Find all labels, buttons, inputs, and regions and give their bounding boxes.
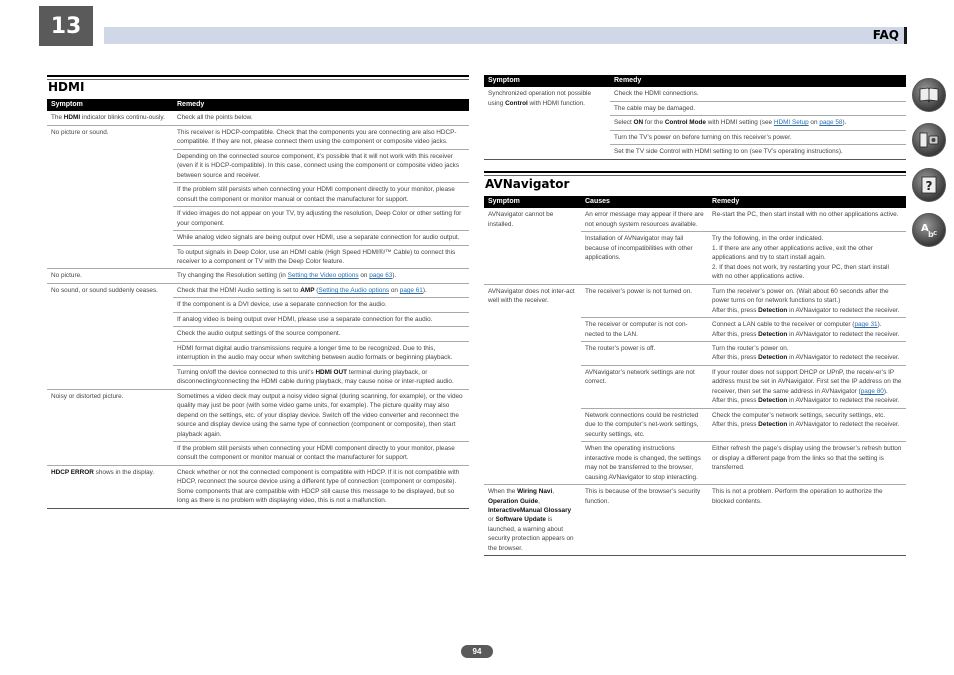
control-col-remedy: Remedy <box>610 75 906 87</box>
remedy-cell: While analog video signals are being output over HDMI, use a separate connection for audio output. <box>173 231 469 245</box>
control-table-header <box>484 75 906 87</box>
hdmi-table-header <box>47 99 469 111</box>
abc-icon[interactable] <box>912 213 946 247</box>
cause-cell: An error message may appear if there are not enough system resources available. <box>581 208 708 231</box>
setting-audio-options-link[interactable]: Setting the Audio options <box>318 286 390 294</box>
svg-text:c: c <box>933 229 938 237</box>
header-title: FAQ <box>872 28 899 42</box>
table-row <box>47 465 469 508</box>
settings-icon[interactable] <box>912 123 946 157</box>
cause-cell: AVNavigator’s network settings are not correct. <box>581 365 708 408</box>
remedy-cell: If video images do not appear on your TV, try adjusting the resolution, Deep Color or other setting for your component. <box>173 207 469 231</box>
chapter-number-text: 13 <box>50 13 82 39</box>
remedy-cell: If analog video is being output over HDMI, please use a separate connection for the audio. <box>173 312 469 326</box>
side-nav <box>912 78 946 258</box>
avnav-section-title: AVNavigator <box>485 177 570 191</box>
symptom-cell: No sound, or sound suddenly ceases. <box>47 283 173 389</box>
hdmi-setup-link[interactable]: HDMI Setup <box>773 119 809 127</box>
avnav-col-symptom: Symptom <box>484 196 581 208</box>
remedy-cell: Check all the points below. <box>173 111 469 125</box>
hdmi-rule-top <box>47 75 469 77</box>
cause-cell: The router’s power is off. <box>581 341 708 365</box>
control-table <box>484 75 906 160</box>
cause-cell: Installation of AVNavigator may fail because of incompatibilities with other applications. <box>581 232 708 284</box>
remedy-cell: Check the HDMI connections. <box>610 87 906 101</box>
table-row <box>47 125 469 149</box>
symptom-cell: The HDMI indicator blinks continu-ously. <box>47 111 173 125</box>
avnav-col-causes: Causes <box>581 196 708 208</box>
remedy-cell: Sometimes a video deck may output a noisy video signal (during scanning, for example), or the video quality may just be poor (with some video game units, for example). The picture quality may also depend on the settings, etc. of your display device. Switch off the video converter and reconnect the source and display device using the same type of connection (component or composite), then start playback again. <box>173 389 469 441</box>
remedy-cell: Check that the HDMI Audio setting is set to AMP (Setting the Audio options on page 61). <box>173 283 469 297</box>
setting-video-options-link[interactable]: Setting the Video options <box>287 272 359 280</box>
cause-cell: The receiver’s power is not turned on. <box>581 284 708 317</box>
remedy-cell: Check the audio output settings of the source component. <box>173 327 469 341</box>
page-63-link[interactable]: page 63 <box>369 272 393 280</box>
symptom-cell: No picture or sound. <box>47 125 173 269</box>
remedy-cell: Check the computer’s network settings, security settings, etc. After this, press Detection in AVNavigator to redetect the receiver. <box>708 408 906 441</box>
remedy-cell: Turn the TV’s power on before turning on this receiver’s power. <box>610 130 906 144</box>
hdmi-col-symptom: Symptom <box>47 99 173 111</box>
table-row <box>484 284 906 317</box>
remedy-cell: HDMI format digital audio transmissions require a longer time to be recognized. Due to this, interruption in the audio may occur when switching between audio formats or beginning playback. <box>173 341 469 365</box>
symptom-cell: AVNavigator cannot be installed. <box>484 208 581 284</box>
svg-text:?: ? <box>925 179 933 193</box>
remedy-cell: Turn the receiver’s power on. (Wait about 60 seconds after the power turns on for network functions to start.) After this, press Detection in AVNavigator to redetect the receiver. <box>708 284 906 317</box>
avnav-table <box>484 196 906 556</box>
avnav-table-header <box>484 196 906 208</box>
remedy-cell: Re-start the PC, then start install with no other applications active. <box>708 208 906 231</box>
book-icon[interactable] <box>912 78 946 112</box>
hdmi-section-title: HDMI <box>48 80 85 94</box>
svg-text:A: A <box>921 223 929 234</box>
avnav-rule-top <box>484 171 906 173</box>
control-col-symptom: Symptom <box>484 75 610 87</box>
hdmi-rule-top-thin <box>47 79 469 80</box>
remedy-cell: To output signals in Deep Color, use an HDMI cable (High Speed HDMI®/™ Cable) to connect this receiver to a component or TV with the Deep Color feature. <box>173 245 469 269</box>
remedy-cell: If the component is a DVI device, use a separate connection for the audio. <box>173 298 469 312</box>
remedy-cell: Connect a LAN cable to the receiver or computer (page 31). After this, press Detection in AVNavigator to redetect the receiver. <box>708 318 906 342</box>
remedy-cell: Depending on the connected source component, it’s possible that it will not work with this receiver (even if it is HDCP-compatible). In this case, connect using the component or composite video jacks between source and receiver. <box>173 149 469 182</box>
hdmi-col-remedy: Remedy <box>173 99 469 111</box>
table-row <box>484 87 906 101</box>
table-row <box>47 389 469 441</box>
symptom-cell: Synchronized operation not possible using Control with HDMI function. <box>484 87 610 159</box>
remedy-cell: Turning on/off the device connected to this unit’s HDMI OUT terminal during playback, or disconnecting/connecting the HDMI cable during playback, may cause noise or inter-rupted audio. <box>173 365 469 389</box>
table-row <box>47 111 469 125</box>
remedy-cell: Try changing the Resolution setting (in Setting the Video options on page 63). <box>173 269 469 283</box>
cause-cell: When the operating instructions interactive mode is changed, the settings may not be transferred to the browser, causing AVNavigator to stop interacting. <box>581 442 708 485</box>
hdmi-table <box>47 99 469 509</box>
avnav-col-remedy: Remedy <box>708 196 906 208</box>
cause-cell: This is because of the browser’s security function. <box>581 485 708 556</box>
table-row <box>47 283 469 297</box>
header-bar <box>104 27 905 44</box>
page-number: 94 <box>461 645 493 658</box>
page-80-link[interactable]: page 80 <box>860 387 884 395</box>
remedy-cell: If the problem still persists when connecting your HDMI component directly to your monitor, please consult the component or monitor manual or contact the manufacturer for support. <box>173 183 469 207</box>
remedy-cell: Turn the router’s power on. After this, press Detection in AVNavigator to redetect the receiver. <box>708 341 906 365</box>
remedy-cell: Select ON for the Control Mode with HDMI setting (see HDMI Setup on page 58). <box>610 116 906 130</box>
header-bar-end <box>904 27 907 44</box>
remedy-cell: Set the TV side Control with HDMI setting to on (see TV’s operating instructions). <box>610 145 906 159</box>
remedy-cell: If the problem still persists when connecting your HDMI component directly to your monitor, please consult the component or monitor manual or contact the manufacturer for support. <box>173 442 469 466</box>
page-58-link[interactable]: page 58 <box>819 119 843 127</box>
remedy-cell: Try the following, in the order indicated. 1. If there are any other applications active, exit the other applications and try to start install again. 2. If that does not work, try restarting your PC, then start install with no other applications active. <box>708 232 906 284</box>
table-row <box>484 208 906 231</box>
remedy-cell: Check whether or not the connected component is compatible with HDCP. If it is not compatible with HDCP, reconnect the source device using a different type of connection (component or composite). Some components that are compatible with HDCP still cause this message to be displayed, but so long as there is no problem with displaying video, this is not a malfunction. <box>173 465 469 508</box>
symptom-cell: Noisy or distorted picture. <box>47 389 173 465</box>
symptom-cell: HDCP ERROR shows in the display. <box>47 465 173 508</box>
table-row <box>484 485 906 556</box>
symptom-cell: When the Wiring Navi, Operation Guide, InteractiveManual Glossary or Software Update is launched, a warning about security protection appears on the browser. <box>484 485 581 556</box>
cause-cell: The receiver or computer is not con-nected to the LAN. <box>581 318 708 342</box>
table-row <box>47 269 469 283</box>
cause-cell: Network connections could be restricted due to the computer’s net-work settings, security settings, etc. <box>581 408 708 441</box>
page-31-link[interactable]: page 31 <box>854 321 878 329</box>
remedy-cell: If your router does not support DHCP or UPnP, the receiv-er’s IP address must be set in AVNavigator. First set the IP address on the receiver, then set the same address in AVNavigator (page 80). After this, press Detection in AVNavigator to redetect the receiver. <box>708 365 906 408</box>
symptom-cell: No picture. <box>47 269 173 283</box>
svg-text:b: b <box>928 230 934 239</box>
avnav-rule-top-thin <box>484 175 906 176</box>
remedy-cell: This is not a problem. Perform the operation to authorize the blocked contents. <box>708 485 906 556</box>
question-icon[interactable] <box>912 168 946 202</box>
symptom-cell: AVNavigator does not inter-act well with the receiver. <box>484 284 581 484</box>
remedy-cell: The cable may be damaged. <box>610 101 906 115</box>
remedy-cell: This receiver is HDCP-compatible. Check that the components you are connecting are also HDCP-compatible. If they are not, please connect them using the component or composite video jacks. <box>173 125 469 149</box>
remedy-cell: Either refresh the page’s display using the browser’s refresh button or display a different page from the links so that the setting is transferred. <box>708 442 906 485</box>
chapter-number <box>39 6 93 46</box>
page-61-link[interactable]: page 61 <box>399 286 423 294</box>
